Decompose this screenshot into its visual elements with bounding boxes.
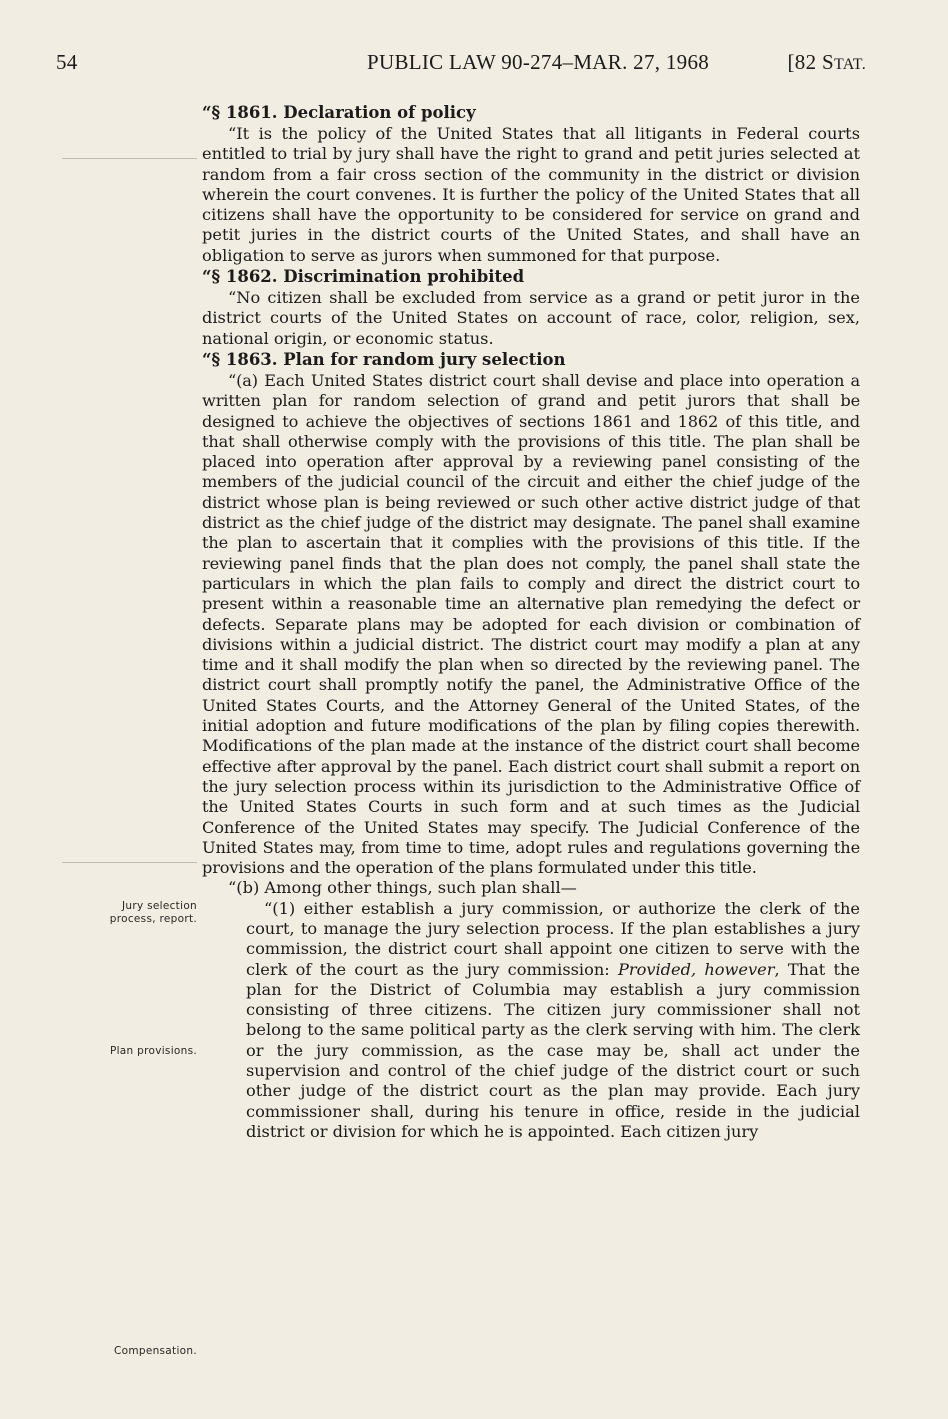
section-1862-body: “No citizen shall be excluded from service as a grand or petit juror in the district courts of the United States on account of race, color, religion, sex, national origin, or economic status. [202, 288, 860, 348]
page-header [0, 50, 948, 80]
margin-note-line: Jury selection [121, 900, 197, 912]
section-heading-1861: “§ 1861. Declaration of policy [202, 103, 476, 122]
paragraph-b1-text-continued: , That the plan for the District of Columbia may establish a jury commission consisting of three citizens. The citizen jury commissioner shall not belong to the same political party as the clerk serving with him. The clerk or the jury commission, as the case may be, shall act under the supervision and control of the chief judge of the district court or such other judge of the district court as the plan may provide. Each jury commissioner shall, during his tenure in office, reside in the judicial district or division for which he is appointed. Each citizen jury [246, 959, 860, 1141]
statute-text [202, 102, 860, 1142]
section-1861-body: “It is the policy of the United States that all litigants in Federal courts entitled to trial by jury shall have the right to grand and petit juries selected at random from a fair cross section of the community in the district or division wherein the court convenes. It is further the policy of the United States that all citizens shall have the opportunity to be considered for service on grand and petit juries in the district courts of the United States, and shall have an obligation to serve as jurors when summoned for that purpose. [202, 124, 860, 265]
bleed-through-rule [62, 158, 197, 159]
section-heading-1862: “§ 1862. Discrimination prohibited [202, 267, 525, 287]
statute-reference [788, 50, 867, 75]
running-title: PUBLIC LAW 90-274–MAR. 27, 1968 [367, 50, 710, 74]
margin-note-line: process, report. [109, 913, 197, 925]
bleed-through-rule [62, 862, 197, 863]
paragraph-b1-text: “(1) either establish a jury commission, or authorize the clerk of the court, to manage the jury selection process. If the plan establishes a jury commission, the district court shall appoint one citizen to serve with the clerk of the court as the jury commission: [246, 898, 860, 979]
section-1863-subsection-b: “(b) Among other things, such plan shall— [228, 878, 577, 898]
section-1863-subsection-a: “(a) Each United States district court shall devise and place into operation a written plan for random selection of grand and petit jurors that shall be designed to achieve the objectives of sections 1861 and 1862 of this title, and that shall otherwise comply with the provisions of this title. The plan shall be placed into operation after approval by a reviewing panel consisting of the members of the judicial council of the circuit and either the chief judge of the district whose plan is being reviewed or such other active district judge of that district as the chief judge of the district may designate. The panel shall examine the plan to ascertain that it complies with the provisions of this title. If the reviewing panel finds that the plan does not comply, the panel shall state the particulars in which the plan fails to comply and direct the district court to present within a reasonable time an alternative plan remedying the defect or defects. Separate plans may be adopted for each division or combination of divisions within a judicial district. The district court may modify a plan at any time and it shall modify the plan when so directed by the reviewing panel. The district court shall promptly notify the panel, the Administrative Office of the United States Courts, and the Attorney General of the United States, of the initial adoption and future modifications of the plan by filing copies therewith. Modifications of the plan made at the instance of the district court shall become effective after approval by the panel. Each district court shall submit a report on the jury selection process within its jurisdiction to the Administrative Office of the United States Courts in such form and at such times as the Judicial Conference of the United States may specify. The Judicial Conference of the United States may, from time to time, adopt rules and regulations governing the provisions and the operation of the plans formulated under this title. [202, 370, 860, 878]
margin-note-plan-provisions: Plan provisions. [109, 1045, 197, 1057]
margin-note-compensation: Compensation. [113, 1345, 197, 1357]
proviso-italic: Provided, however [617, 959, 775, 979]
section-heading-1863: “§ 1863. Plan for random jury selection [202, 349, 566, 369]
page-number: 54 [56, 50, 78, 74]
margin-note-jury-selection [52, 900, 197, 926]
statute-prefix: [82 S [787, 50, 834, 74]
statute-suffix: TAT. [833, 56, 866, 73]
section-1863-paragraph-b1 [246, 899, 860, 1143]
